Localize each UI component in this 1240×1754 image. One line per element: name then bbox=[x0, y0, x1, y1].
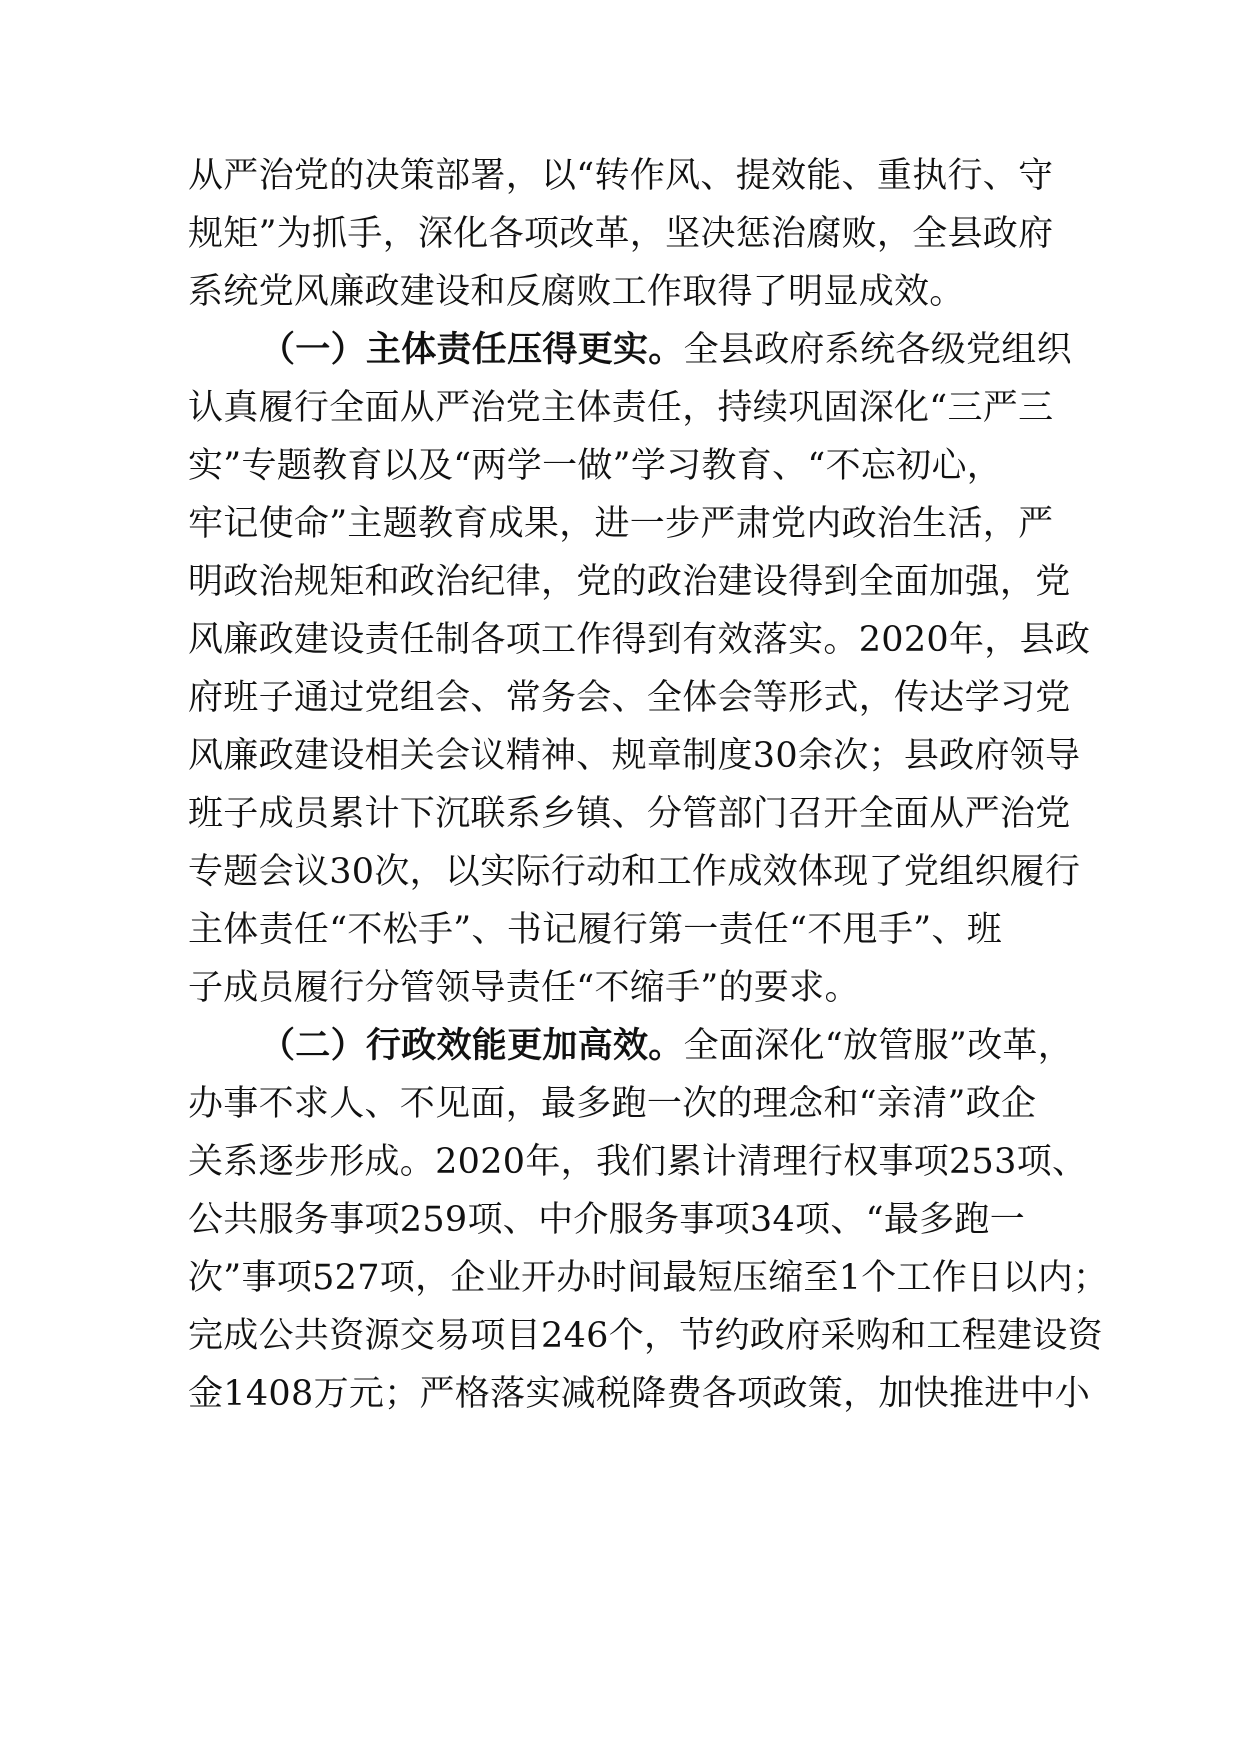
section-2-line: 金1408万元；严格落实减税降费各项政策，加快推进中小 bbox=[188, 1374, 1091, 1414]
section-2-line: 公共服务事项259项、中介服务事项34项、“最多跑一 bbox=[188, 1200, 1026, 1240]
section-2-first-line-text: 全面深化“放管服”改革， bbox=[683, 1026, 1073, 1066]
section-1-line: 实”专题教育以及“两学一做”学习教育、“不忘初心， bbox=[188, 446, 1003, 486]
section-2-line: 次”事项527项，企业开办时间最短压缩至1个工作日以内； bbox=[188, 1258, 1109, 1298]
section-1-line: 班子成员累计下沉联系乡镇、分管部门召开全面从严治党 bbox=[188, 794, 1071, 834]
section-2-line: 关系逐步形成。2020年，我们累计清理行权事项253项、 bbox=[188, 1142, 1088, 1182]
section-2-line: 完成公共资源交易项目246个，节约政府采购和工程建设资 bbox=[188, 1316, 1103, 1356]
section-1-line: 认真履行全面从严治党主体责任，持续巩固深化“三严三 bbox=[188, 388, 1054, 428]
section-1-line: 牢记使命”主题教育成果，进一步严肃党内政治生活，严 bbox=[188, 504, 1054, 544]
intro-line-1: 从严治党的决策部署，以“转作风、提效能、重执行、守 bbox=[188, 156, 1054, 196]
section-2-heading: （二）行政效能更加高效。 bbox=[260, 1026, 684, 1066]
intro-line-2: 规矩”为抓手，深化各项改革，坚决惩治腐败，全县政府 bbox=[188, 214, 1054, 254]
section-2-line: 办事不求人、不见面，最多跑一次的理念和“亲清”政企 bbox=[188, 1084, 1037, 1124]
section-1-line: 府班子通过党组会、常务会、全体会等形式，传达学习党 bbox=[188, 678, 1071, 718]
section-1-first-line-text: 全县政府系统各级党组织 bbox=[683, 330, 1072, 370]
section-1-line: 主体责任“不松手”、书记履行第一责任“不甩手”、班 bbox=[188, 910, 1003, 950]
intro-line-3: 系统党风廉政建设和反腐败工作取得了明显成效。 bbox=[188, 272, 965, 312]
section-1-line: 专题会议30次，以实际行动和工作成效体现了党组织履行 bbox=[188, 852, 1081, 892]
section-1-line: 风廉政建设相关会议精神、规章制度30余次；县政府领导 bbox=[188, 736, 1081, 776]
section-1-line: 子成员履行分管领导责任“不缩手”的要求。 bbox=[188, 968, 860, 1008]
section-1-first-line bbox=[260, 320, 1072, 380]
section-1-line: 明政治规矩和政治纪律，党的政治建设得到全面加强，党 bbox=[188, 562, 1071, 602]
section-1-heading: （一）主体责任压得更实。 bbox=[260, 330, 684, 370]
section-2-first-line bbox=[260, 1016, 1073, 1076]
section-1-line: 风廉政建设责任制各项工作得到有效落实。2020年，县政 bbox=[188, 620, 1091, 660]
